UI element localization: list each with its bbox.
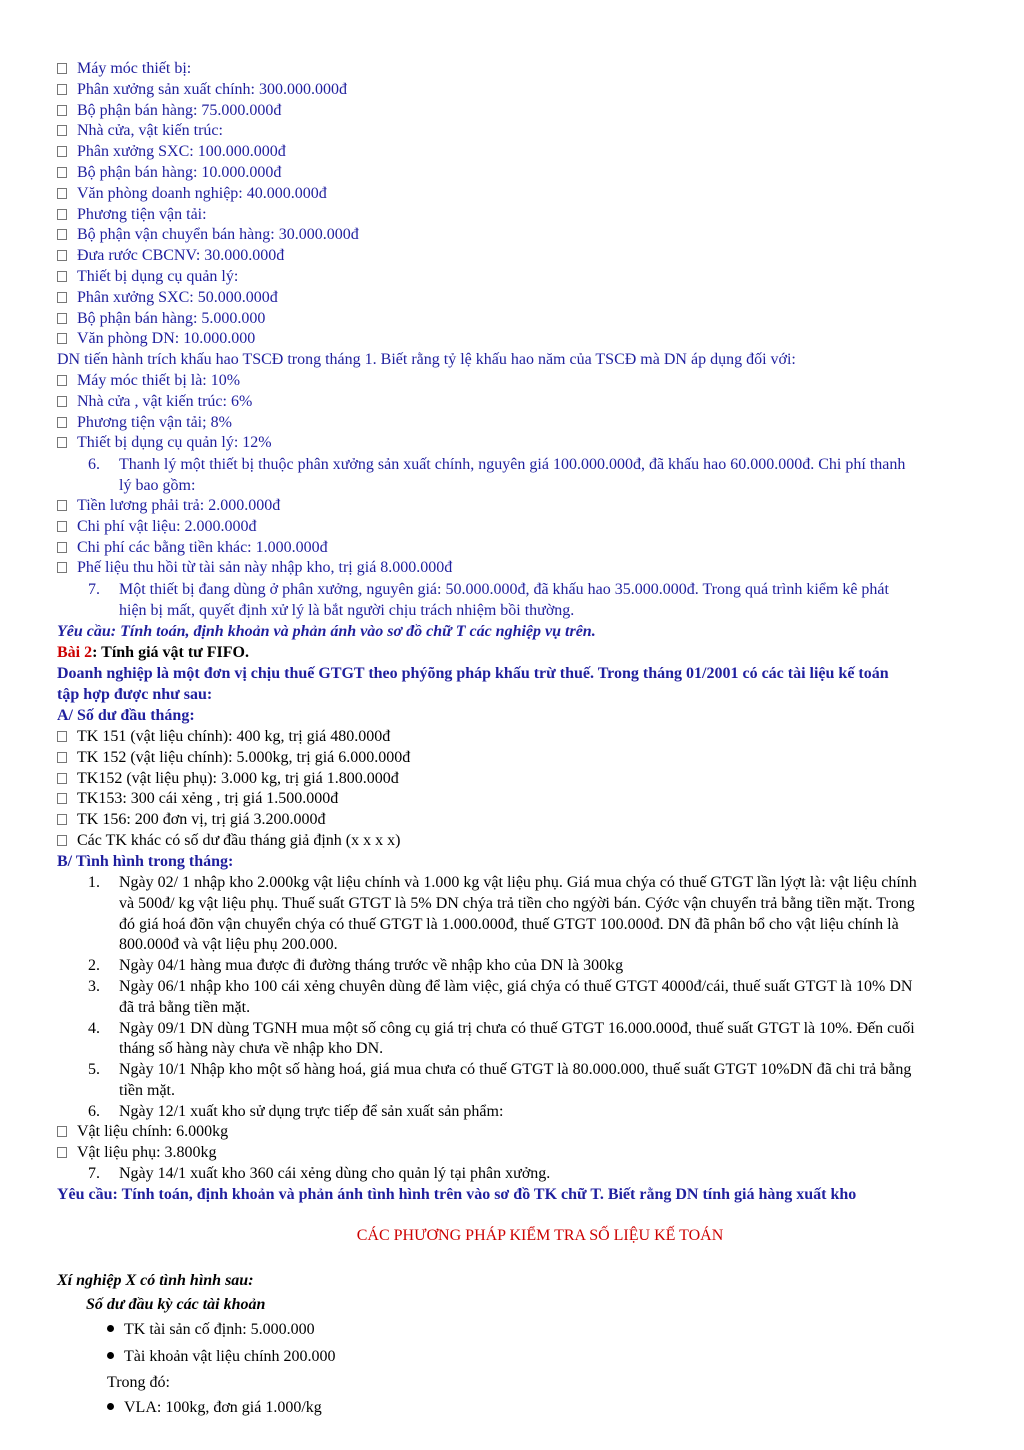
checkbox-bullet-icon bbox=[57, 313, 67, 324]
checkbox-bullet-icon bbox=[57, 396, 67, 407]
list-item-text: Máy móc thiết bị là: 10% bbox=[77, 372, 241, 389]
operation-line: đã trả bằng tiền mặt. bbox=[119, 998, 251, 1016]
checkbox-bullet-icon bbox=[57, 500, 67, 511]
list-item bbox=[57, 496, 280, 516]
item-number: 1. bbox=[88, 874, 100, 891]
checkbox-bullet-icon bbox=[57, 125, 67, 136]
item-number: 6. bbox=[88, 456, 100, 473]
list-item bbox=[57, 558, 452, 578]
bullet-text: Tài khoản vật liệu chính 200.000 bbox=[124, 1348, 336, 1365]
list-item-text: Máy móc thiết bị: bbox=[77, 60, 192, 77]
operation-line: Ngày 02/ 1 nhập kho 2.000kg vật liệu chính và 1.000 kg vật liệu phụ. Giá mua chýa có thuế GTGT lần lýợt là: vật liệu chính bbox=[119, 874, 917, 891]
list-item-text: Bộ phận bán hàng: 5.000.000 bbox=[77, 309, 266, 327]
list-item bbox=[57, 789, 338, 809]
checkbox-bullet-icon bbox=[57, 542, 67, 553]
bullet-icon bbox=[107, 1403, 114, 1410]
checkbox-bullet-icon bbox=[57, 333, 67, 344]
checkbox-bullet-icon bbox=[57, 146, 67, 157]
item-number: 5. bbox=[88, 1061, 100, 1079]
operation-line: 800.000đ và vật liệu phụ 200.000. bbox=[119, 936, 338, 954]
depreciation-intro: DN tiến hành trích khấu hao TSCĐ trong tháng 1. Biết rằng tỷ lệ khấu hao năm của TSCĐ mà DN áp dụng đối với: bbox=[57, 351, 796, 368]
checkbox-bullet-icon bbox=[57, 1126, 67, 1137]
list-item-text: Phương tiện vận tải; 8% bbox=[77, 413, 232, 431]
list-item bbox=[57, 748, 410, 768]
bullet-text: TK tài sản cố định: 5.000.000 bbox=[124, 1321, 315, 1338]
list-item bbox=[107, 1320, 315, 1340]
list-item-text: Chi phí vật liệu: 2.000.000đ bbox=[77, 517, 257, 535]
requirement-1: Yêu cầu: Tính toán, định khoản và phản ánh vào sơ đồ chữ T các nghiệp vụ trên. bbox=[57, 623, 596, 640]
bullet-text: VLA: 100kg, đơn giá 1.000/kg bbox=[124, 1399, 322, 1416]
list-item-text: TK 151 (vật liệu chính): 400 kg, trị giá 480.000đ bbox=[77, 728, 391, 745]
item-number: 4. bbox=[88, 1019, 100, 1037]
list-item bbox=[57, 727, 390, 747]
list-item-text: Các TK khác có số dư đầu tháng giả định (x x x x) bbox=[77, 832, 401, 849]
operation-line: Ngày 06/1 nhập kho 100 cái xẻng chuyên dùng để làm việc, giá chýa có thuế GTGT 4000đ/cái, thuế suất GTGT là 10% DN bbox=[119, 978, 913, 995]
item-number: 3. bbox=[88, 978, 100, 995]
list-item-text: Vật liệu phụ: 3.800kg bbox=[77, 1143, 217, 1161]
exercise-title-text: : Tính giá vật tư FIFO. bbox=[92, 644, 249, 661]
operation-line: tiền mặt. bbox=[119, 1082, 175, 1099]
list-item bbox=[57, 184, 327, 204]
list-item bbox=[57, 142, 286, 162]
list-item-text: Phân xưởng SXC: 50.000.000đ bbox=[77, 288, 278, 306]
list-item-text: Đưa rước CBCNV: 30.000.000đ bbox=[77, 247, 285, 265]
bullet-icon bbox=[107, 1352, 114, 1359]
list-item bbox=[57, 101, 281, 121]
checkbox-bullet-icon bbox=[57, 250, 67, 261]
checkbox-bullet-icon bbox=[57, 752, 67, 763]
list-item bbox=[57, 810, 325, 830]
list-item bbox=[57, 329, 255, 349]
list-item bbox=[57, 121, 223, 141]
list-item-text: TK 156: 200 đơn vị, trị giá 3.200.000đ bbox=[77, 811, 326, 829]
list-item bbox=[57, 288, 278, 308]
company-line: Xí nghiệp X có tình hình sau: bbox=[57, 1272, 254, 1289]
checkbox-bullet-icon bbox=[57, 417, 67, 428]
list-item bbox=[57, 309, 265, 329]
list-item bbox=[57, 59, 191, 79]
checkbox-bullet-icon bbox=[57, 209, 67, 220]
list-item bbox=[57, 1143, 217, 1163]
list-item bbox=[57, 769, 399, 789]
list-item bbox=[57, 371, 240, 391]
checkbox-bullet-icon bbox=[57, 521, 67, 532]
item7-line2: hiện bị mất, quyết định xử lý là bắt người chịu trách nhiệm bồi thường. bbox=[119, 602, 575, 619]
operation-line: Ngày 09/1 DN dùng TGNH mua một số công cụ giá trị chưa có thuế GTGT 16.000.000đ, thuế suất GTGT là 10%. Đến cuối bbox=[119, 1019, 915, 1037]
list-item bbox=[57, 831, 400, 851]
list-item-text: Thiết bị dụng cụ quản lý: bbox=[77, 268, 239, 285]
checkbox-bullet-icon bbox=[57, 375, 67, 386]
operation-line: tháng số hàng này chưa về nhập kho DN. bbox=[119, 1040, 384, 1058]
list-item-text: TK152 (vật liệu phụ): 3.000 kg, trị giá 1.800.000đ bbox=[77, 769, 399, 787]
checkbox-bullet-icon bbox=[57, 773, 67, 784]
checkbox-bullet-icon bbox=[57, 835, 67, 846]
item-number: 2. bbox=[88, 957, 100, 975]
section-a-title: A/ Số dư đầu tháng: bbox=[57, 707, 195, 724]
list-item bbox=[57, 392, 252, 412]
list-item-text: Chi phí các bằng tiền khác: 1.000.000đ bbox=[77, 538, 328, 556]
list-item bbox=[57, 205, 207, 225]
of-which-label: Trong đó: bbox=[107, 1374, 170, 1391]
item6-line2: lý bao gồm: bbox=[119, 477, 196, 494]
list-item-text: Phân xưởng sản xuất chính: 300.000.000đ bbox=[77, 80, 347, 98]
checkbox-bullet-icon bbox=[57, 188, 67, 199]
list-item bbox=[107, 1347, 336, 1367]
checkbox-bullet-icon bbox=[57, 292, 67, 303]
item7-line1: Một thiết bị đang dùng ở phân xưởng, nguyên giá: 50.000.000đ, đã khấu hao 35.000.000đ. Trong quá trình kiểm kê phát bbox=[119, 581, 889, 598]
operation-line: đó giá hoá đõn vận chuyển chýa có thuế GTGT là 1.000.000đ, thuế GTGT 100.000đ. DN đã phân bổ cho vật liệu chính là bbox=[119, 915, 899, 933]
list-item bbox=[57, 1122, 228, 1142]
list-item bbox=[107, 1398, 322, 1418]
exercise-desc-line2: tập hợp được như sau: bbox=[57, 686, 213, 703]
section-heading: CÁC PHƯƠNG PHÁP KIỂM TRA SỐ LIỆU KẾ TOÁN bbox=[356, 1227, 724, 1244]
list-item-text: Tiền lương phải trả: 2.000.000đ bbox=[77, 497, 281, 514]
list-item-text: Phế liệu thu hồi từ tài sản này nhập kho, trị giá 8.000.000đ bbox=[77, 559, 453, 577]
checkbox-bullet-icon bbox=[57, 229, 67, 240]
list-item-text: Phương tiện vận tải: bbox=[77, 205, 207, 223]
list-item-text: Văn phòng DN: 10.000.000 bbox=[77, 330, 256, 348]
checkbox-bullet-icon bbox=[57, 437, 67, 448]
item-number: 7. bbox=[88, 581, 100, 598]
list-item-text: Vật liệu chính: 6.000kg bbox=[77, 1123, 229, 1140]
list-item-text: Bộ phận vận chuyển bán hàng: 30.000.000đ bbox=[77, 226, 359, 244]
exercise-title bbox=[57, 643, 249, 663]
list-item-text: Nhà cửa , vật kiến trúc: 6% bbox=[77, 392, 253, 410]
exercise-label: Bài 2 bbox=[57, 644, 93, 661]
list-item bbox=[57, 538, 328, 558]
item-number: 6. bbox=[88, 1102, 100, 1120]
checkbox-bullet-icon bbox=[57, 271, 67, 282]
checkbox-bullet-icon bbox=[57, 63, 67, 74]
exercise-desc-line1: Doanh nghiệp là một đơn vị chịu thuế GTGT theo phýõng pháp khấu trừ thuế. Trong tháng 01/2001 có các tài liệu kế toán bbox=[57, 665, 889, 682]
checkbox-bullet-icon bbox=[57, 167, 67, 178]
bullet-icon bbox=[107, 1325, 114, 1332]
item-number: 7. bbox=[88, 1165, 100, 1182]
list-item bbox=[57, 267, 238, 287]
operation-line: và 500đ/ kg vật liệu phụ. Thuế suất GTGT là 5% DN chýa trả tiền cho ngýời bán. Cýớc vận chuyển trả bằng tiền mặt. Trong bbox=[119, 894, 915, 912]
list-item bbox=[57, 246, 284, 266]
list-item-text: Bộ phận bán hàng: 75.000.000đ bbox=[77, 101, 282, 119]
list-item bbox=[57, 225, 359, 245]
checkbox-bullet-icon bbox=[57, 793, 67, 804]
checkbox-bullet-icon bbox=[57, 562, 67, 573]
list-item bbox=[57, 517, 257, 537]
opening-balance-heading: Số dư đầu kỳ các tài khoản bbox=[86, 1296, 266, 1313]
section-b-title: B/ Tình hình trong tháng: bbox=[57, 853, 234, 870]
list-item bbox=[57, 433, 272, 453]
operation-7: Ngày 14/1 xuất kho 360 cái xẻng dùng cho quản lý tại phân xưởng. bbox=[119, 1165, 551, 1182]
operation-line: Ngày 10/1 Nhập kho một số hàng hoá, giá mua chưa có thuế GTGT là 80.000.000, thuế suất GTGT 10%DN đã chi trả bằng bbox=[119, 1061, 912, 1079]
item6-line1: Thanh lý một thiết bị thuộc phân xưởng sản xuất chính, nguyên giá 100.000.000đ, đã khấu hao 60.000.000đ. Chi phí thanh bbox=[119, 456, 906, 473]
list-item-text: Phân xưởng SXC: 100.000.000đ bbox=[77, 143, 286, 161]
checkbox-bullet-icon bbox=[57, 105, 67, 116]
requirement-2: Yêu cầu: Tính toán, định khoản và phản ánh tình hình trên vào sơ đồ TK chữ T. Biết rằng DN tính giá hàng xuất kho bbox=[57, 1186, 857, 1203]
operation-line: Ngày 12/1 xuất kho sử dụng trực tiếp để sản xuất sản phẩm: bbox=[119, 1102, 504, 1120]
list-item-text: Nhà cửa, vật kiến trúc: bbox=[77, 122, 223, 140]
list-item bbox=[57, 413, 232, 433]
checkbox-bullet-icon bbox=[57, 814, 67, 825]
checkbox-bullet-icon bbox=[57, 731, 67, 742]
list-item-text: TK153: 300 cái xẻng , trị giá 1.500.000đ bbox=[77, 790, 339, 808]
list-item-text: Thiết bị dụng cụ quản lý: 12% bbox=[77, 434, 272, 452]
list-item bbox=[57, 80, 347, 100]
checkbox-bullet-icon bbox=[57, 1147, 67, 1158]
list-item-text: TK 152 (vật liệu chính): 5.000kg, trị giá 6.000.000đ bbox=[77, 748, 411, 766]
list-item-text: Bộ phận bán hàng: 10.000.000đ bbox=[77, 164, 282, 181]
list-item bbox=[57, 163, 281, 183]
list-item-text: Văn phòng doanh nghiệp: 40.000.000đ bbox=[77, 184, 327, 202]
checkbox-bullet-icon bbox=[57, 84, 67, 95]
operation-line: Ngày 04/1 hàng mua được đi đường tháng trước về nhập kho của DN là 300kg bbox=[119, 957, 624, 975]
